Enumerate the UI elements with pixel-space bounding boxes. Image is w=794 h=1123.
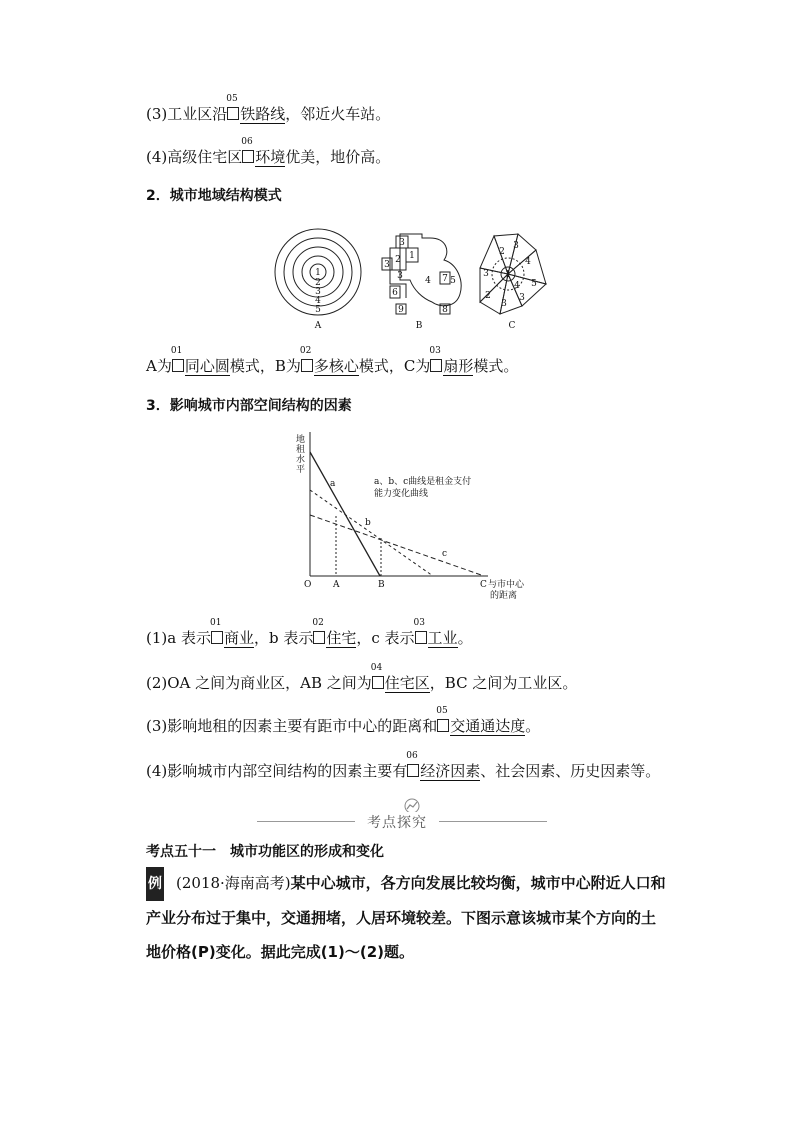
answer-blank: [370, 663, 430, 693]
answer-blank: [299, 346, 359, 376]
blank-number: 05: [226, 94, 238, 104]
nucleus-label: 8: [442, 305, 448, 315]
nucleus-label: 5: [450, 276, 456, 286]
sector-label: 5: [531, 279, 537, 289]
answer-blank: [241, 137, 286, 167]
text-segment: (2)OA 之间为商业区，AB 之间为: [146, 674, 372, 692]
answer-text: 经济因素: [420, 762, 481, 780]
item-suffix: ，邻近火车站。: [285, 105, 391, 123]
answer-blank: [312, 618, 357, 648]
answer-text: 环境: [255, 148, 286, 166]
modes-line: [146, 346, 519, 376]
blank-number: 04: [370, 663, 383, 673]
answer-blank: [436, 706, 526, 736]
curve-a-label: a: [330, 479, 336, 489]
text-segment: A为: [146, 357, 172, 375]
text-segment: 、社会因素、历史因素等。: [480, 762, 661, 780]
sector-label: 4: [514, 281, 520, 291]
blank-number: 03: [413, 618, 425, 628]
blank-number: 06: [406, 751, 418, 761]
nucleus-label: 7: [442, 274, 448, 284]
text-segment: 模式，C为: [358, 357, 431, 375]
text-segment: (1)a 表示: [146, 629, 211, 647]
answer-blank: [170, 346, 230, 376]
caption-c: C: [508, 321, 516, 331]
nucleus-label: 3: [397, 271, 403, 281]
y-label-char: 平: [296, 465, 306, 475]
y-label-char: 水: [296, 455, 306, 465]
x-tick-b: B: [378, 580, 385, 590]
blank-number: 01: [170, 346, 183, 356]
sector-label: 3: [501, 299, 507, 309]
item-industrial-zone: [146, 94, 391, 124]
blank-number: 01: [209, 618, 222, 628]
curve-b-line: [310, 490, 433, 576]
text-segment: 。: [457, 629, 473, 647]
text-segment: ，b 表示: [253, 629, 314, 647]
nucleus-label: 3: [384, 260, 390, 270]
bid-rent-chart: [288, 432, 548, 604]
answer-box: [415, 631, 427, 644]
answer-box: [407, 764, 419, 777]
x-tick-o: O: [304, 580, 312, 590]
ring-2-label: 2: [315, 278, 321, 288]
x-tick-a: A: [333, 580, 340, 590]
sector-label: 3: [519, 293, 525, 303]
answer-box: [211, 631, 223, 644]
answer-text: 扇形: [443, 357, 474, 375]
factor-item: [146, 618, 473, 648]
factor-item: [146, 706, 541, 736]
answer-text: 商业: [223, 629, 254, 647]
text-segment: ，BC 之间为工业区。: [429, 674, 578, 692]
sector-label: 3: [513, 241, 519, 251]
text-segment: 模式。: [473, 357, 519, 375]
sector-label: 1: [505, 270, 511, 280]
answer-text: 多核心: [313, 357, 359, 375]
nucleus-label: 3: [399, 238, 405, 248]
answer-box: [301, 359, 313, 372]
answer-text: 同心圆: [184, 357, 230, 375]
answer-text: 铁路线: [240, 105, 286, 123]
ring-4-label: 4: [315, 296, 321, 306]
ring-3-label: 3: [315, 287, 321, 297]
section-3-title: 3．影响城市内部空间结构的因素: [146, 398, 352, 414]
sector-label: 2: [485, 291, 491, 301]
answer-box: [430, 359, 442, 372]
text-segment: ，c 表示: [356, 629, 415, 647]
caption-b: B: [415, 321, 423, 331]
item-suffix: 优美，地价高。: [285, 148, 391, 166]
x-axis-label: 的距离: [490, 591, 518, 601]
answer-box: [437, 719, 449, 732]
topic-title: 考点五十一 城市功能区的形成和变化: [146, 844, 384, 860]
blank-number: 05: [436, 706, 448, 716]
nucleus-label: 2: [395, 255, 401, 265]
caption-a: A: [314, 321, 322, 331]
multiple-nuclei-model: [382, 234, 461, 314]
answer-box: [227, 107, 239, 120]
item-prefix: (3)工业区沿: [146, 105, 228, 123]
answer-blank: [209, 618, 254, 648]
example-paragraph: [146, 866, 666, 969]
answer-text: 工业: [427, 629, 458, 647]
nucleus-label: 1: [409, 251, 415, 261]
item-residential-zone: [146, 137, 391, 167]
factor-item: [146, 663, 578, 693]
sector-label: 2: [499, 247, 505, 257]
nucleus-label: 9: [398, 305, 404, 315]
divider-label: 考点探究: [355, 812, 439, 832]
y-label-char: 地: [296, 435, 306, 445]
text-segment: 模式，B为: [229, 357, 301, 375]
text-segment: (4)影响城市内部空间结构的因素主要有: [146, 762, 408, 780]
answer-box: [313, 631, 325, 644]
ring-5-label: 5: [315, 305, 321, 315]
chart-note: 能力变化曲线: [374, 489, 429, 499]
chart-note: a、b、c曲线是租金支付: [374, 477, 472, 487]
answer-text: 住宅区: [384, 674, 430, 692]
answer-blank: [429, 346, 474, 376]
nucleus-label: 6: [392, 288, 398, 298]
factor-item: [146, 751, 661, 781]
curve-c-label: c: [442, 549, 448, 559]
blank-number: 02: [299, 346, 312, 356]
answer-box: [372, 676, 384, 689]
example-mark: 例: [146, 867, 164, 901]
example-text: 某中心城市，各方向发展比较均衡，城市中心附近人口和产业分布过于集中，交通拥堵，人居环境较差。下图示意该城市某个方向的土地价格(P)变化。据此完成(1)～(2)题。: [146, 874, 666, 961]
answer-box: [242, 150, 254, 163]
nucleus-label: 4: [425, 276, 431, 286]
blank-number: 06: [241, 137, 253, 147]
x-axis-label: 与市中心: [488, 580, 525, 590]
example-source: (2018·海南高考): [176, 874, 291, 892]
item-prefix: (4)高级住宅区: [146, 148, 243, 166]
blank-number: 03: [429, 346, 441, 356]
text-segment: (3)影响地租的因素主要有距市中心的距离和: [146, 717, 438, 735]
blank-number: 02: [312, 618, 324, 628]
curve-b-label: b: [365, 518, 371, 528]
y-label-char: 租: [296, 445, 306, 455]
ring-1-label: 1: [315, 268, 321, 278]
answer-text: 住宅: [326, 629, 357, 647]
sector-label: 4: [525, 257, 531, 267]
x-tick-c: C: [480, 580, 487, 590]
urban-structure-figure: [272, 228, 562, 332]
answer-blank: [413, 618, 458, 648]
answer-blank: [226, 94, 286, 124]
answer-blank: [406, 751, 481, 781]
answer-text: 交通通达度: [450, 717, 526, 735]
text-segment: 。: [525, 717, 541, 735]
sector-label: 3: [483, 269, 489, 279]
answer-box: [172, 359, 184, 372]
section-2-title: 2．城市地域结构模式: [146, 188, 282, 204]
